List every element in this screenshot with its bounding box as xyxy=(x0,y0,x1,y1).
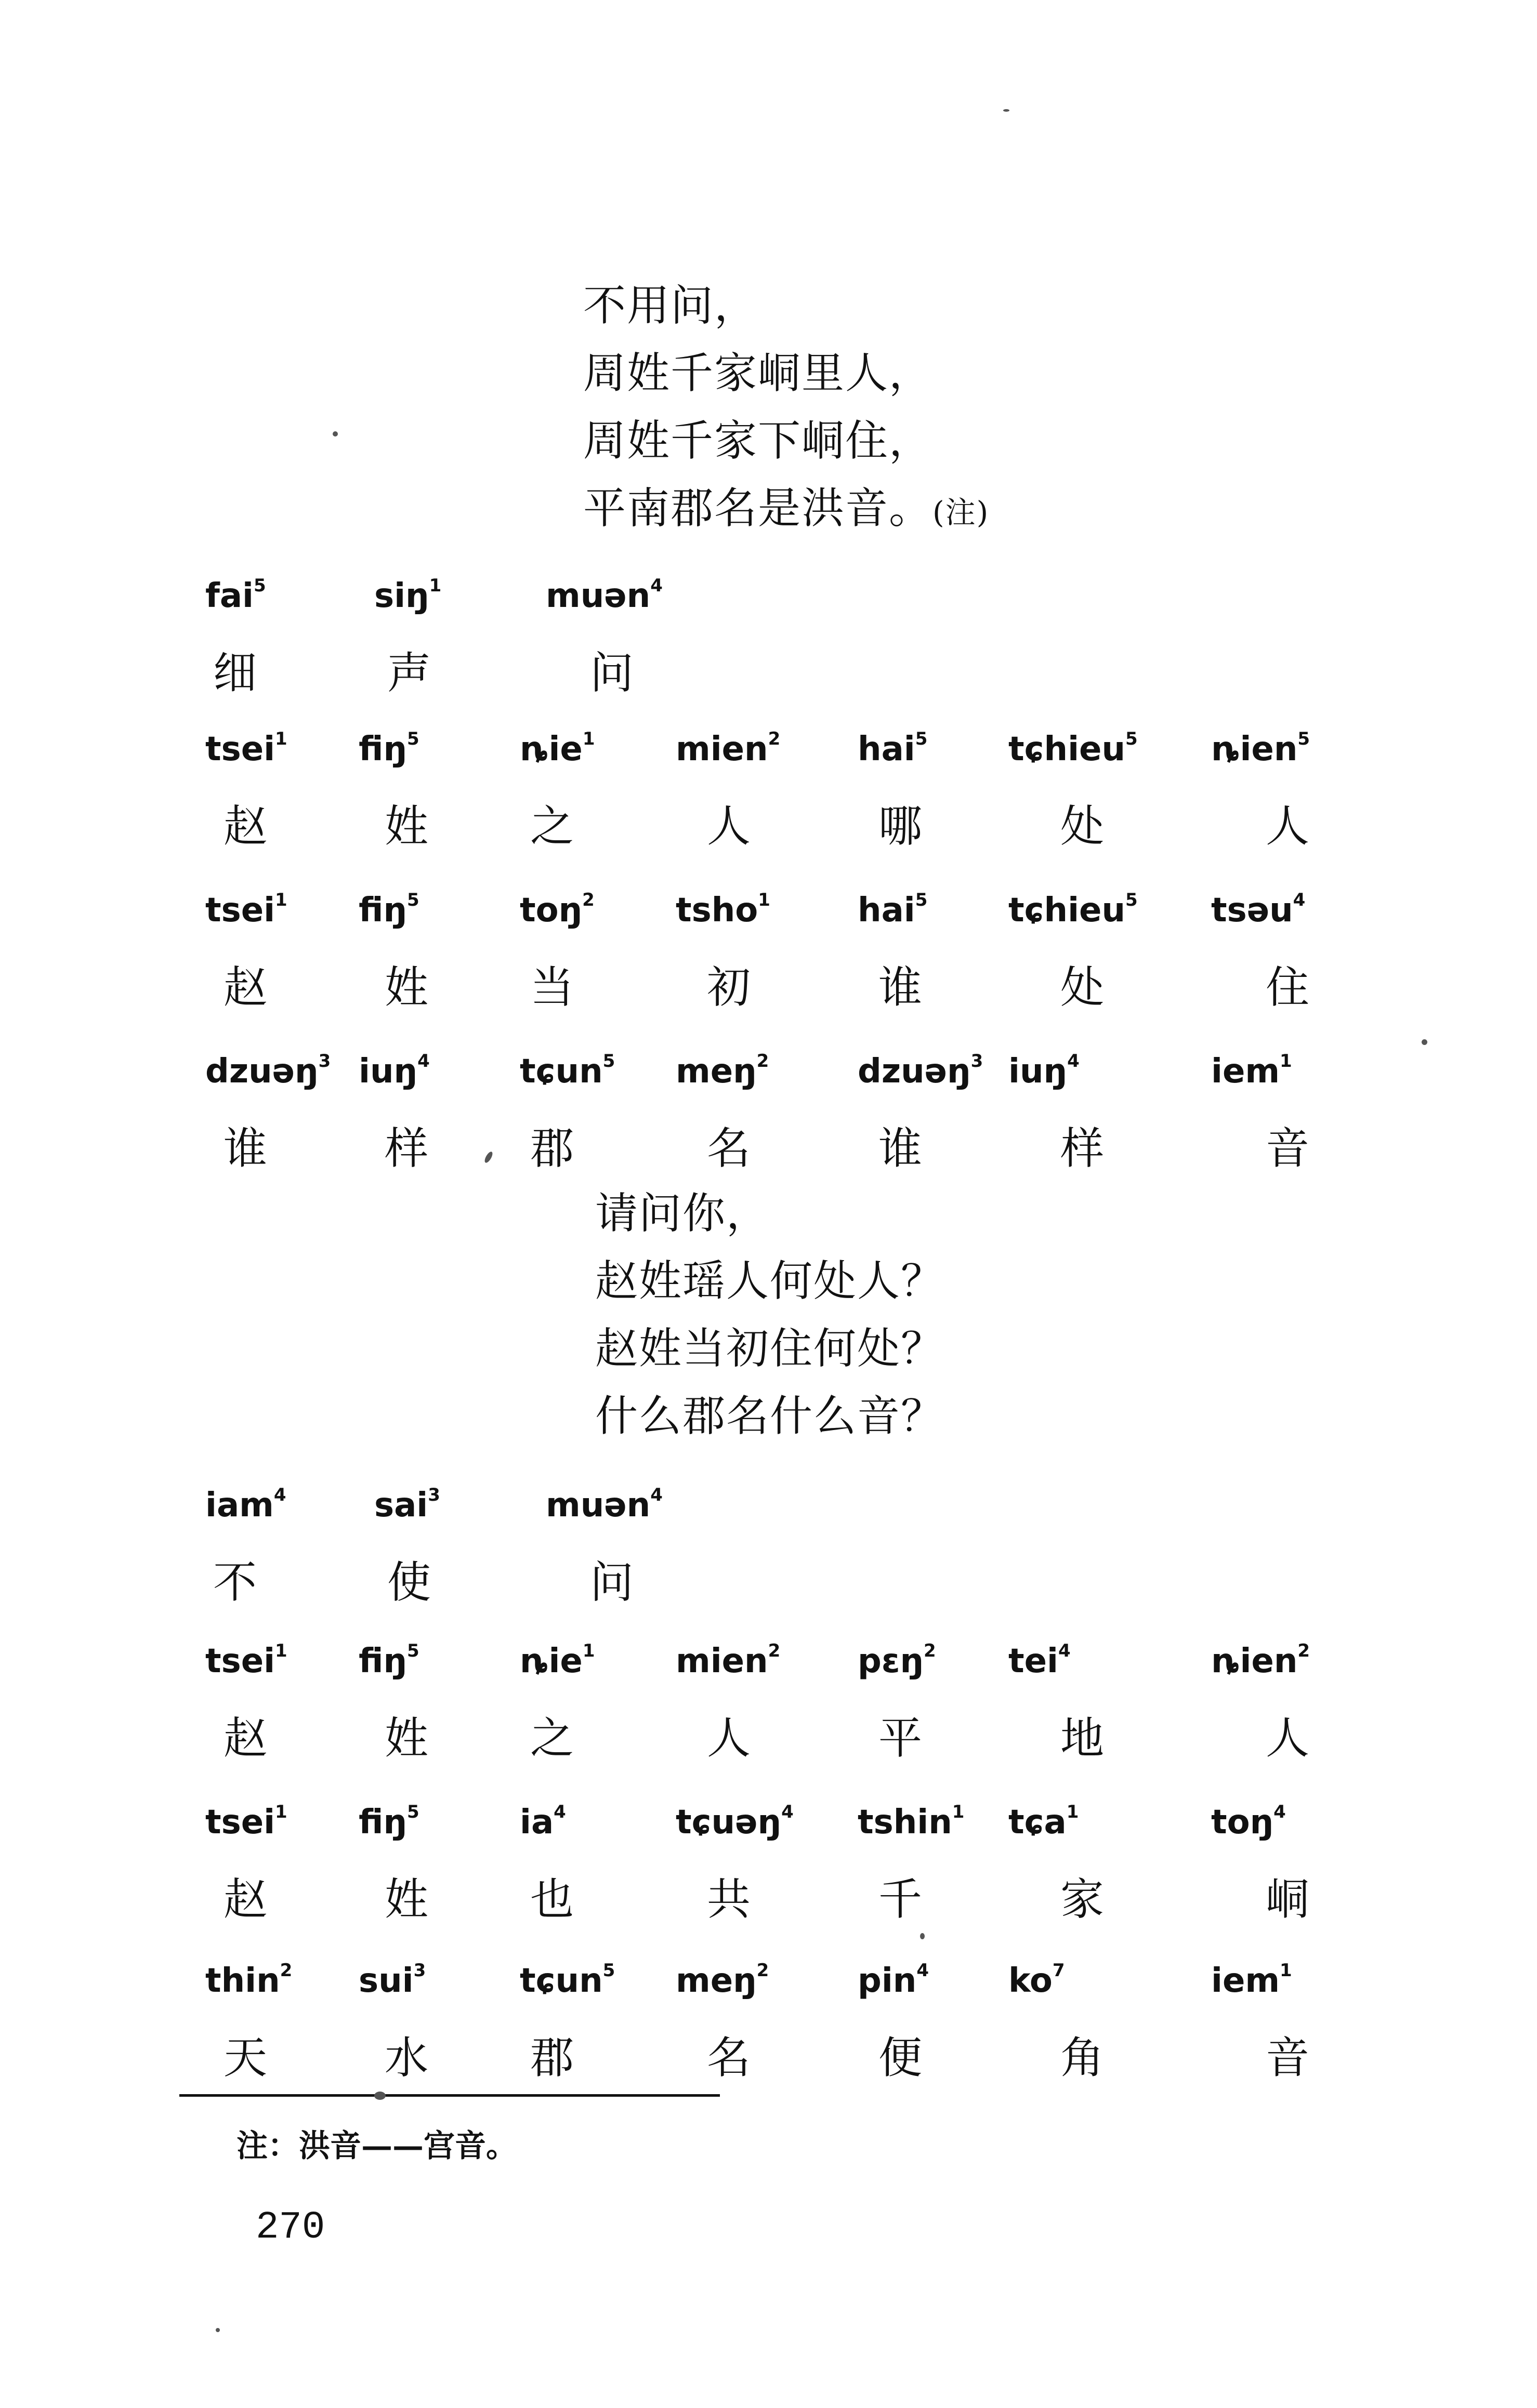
romanization-syllable xyxy=(205,729,287,769)
syllable-text: ȵie xyxy=(520,730,583,769)
syllable-text: tsei xyxy=(205,891,275,930)
romanization-syllable xyxy=(205,1485,286,1525)
tone-number: 5 xyxy=(915,890,928,910)
romanization-syllable xyxy=(676,1960,769,2000)
romanization-syllable xyxy=(205,575,266,615)
scan-speck xyxy=(333,431,338,436)
syllable-text: sui xyxy=(359,1962,414,2000)
syllable-text: tɕun xyxy=(520,1052,603,1091)
romanization-syllable xyxy=(858,1640,936,1681)
tone-number: 5 xyxy=(1125,729,1138,749)
syllable-text: fiŋ xyxy=(359,1803,407,1842)
romanization-syllable xyxy=(520,1051,615,1091)
tone-number: 7 xyxy=(1052,1960,1065,1981)
romanization-syllable xyxy=(858,729,928,769)
tone-number: 5 xyxy=(1125,890,1138,910)
hanzi-gloss: 之 xyxy=(530,801,574,852)
romanization-syllable xyxy=(359,1960,426,2000)
romanization-syllable xyxy=(359,890,419,930)
tone-number: 4 xyxy=(781,1802,794,1822)
romanization-syllable xyxy=(205,890,287,930)
tone-number: 5 xyxy=(407,1640,419,1661)
romanization-syllable xyxy=(1211,890,1306,930)
hanzi-gloss: 人 xyxy=(707,801,751,852)
romanization-syllable xyxy=(858,1960,929,2000)
romanization-syllable xyxy=(546,1485,663,1525)
tone-number: 1 xyxy=(275,890,287,910)
romanization-syllable xyxy=(676,890,770,930)
verse2-line-2: 赵姓瑶人何处人？ xyxy=(595,1256,945,1306)
hanzi-gloss: 姓 xyxy=(385,801,429,852)
tone-number: 1 xyxy=(952,1802,965,1822)
hanzi-gloss: 千 xyxy=(878,1874,923,1925)
scan-speck xyxy=(483,1150,494,1164)
hanzi-gloss: 人 xyxy=(1266,801,1310,852)
hanzi-gloss: 姓 xyxy=(385,962,429,1013)
syllable-text: tei xyxy=(1008,1642,1058,1681)
syllable-text: fiŋ xyxy=(359,730,407,769)
tone-number: 4 xyxy=(650,1485,663,1505)
syllable-text: tɕhieu xyxy=(1008,730,1125,769)
hanzi-gloss: 名 xyxy=(707,1123,751,1174)
romanization-syllable xyxy=(676,1640,781,1681)
hanzi-gloss: 家 xyxy=(1060,1874,1105,1925)
syllable-text: toŋ xyxy=(520,891,583,930)
hanzi-gloss: 问 xyxy=(590,1557,634,1608)
syllable-text: ȵie xyxy=(520,1642,583,1681)
tone-number: 5 xyxy=(253,575,266,596)
romanization-syllable xyxy=(374,1485,440,1525)
syllable-text: dzuəŋ xyxy=(205,1052,319,1091)
syllable-text: meŋ xyxy=(676,1052,757,1091)
tone-number: 2 xyxy=(582,890,595,910)
syllable-text: toŋ xyxy=(1211,1803,1274,1842)
hanzi-gloss: 不 xyxy=(213,1557,257,1608)
hanzi-gloss: 赵 xyxy=(224,801,268,852)
tone-number: 1 xyxy=(275,729,287,749)
hanzi-gloss: 问 xyxy=(590,647,634,698)
tone-number: 5 xyxy=(1297,729,1310,749)
romanization-syllable xyxy=(205,1960,293,2000)
tone-number: 4 xyxy=(916,1960,929,1981)
syllable-text: dzuəŋ xyxy=(858,1052,971,1091)
romanization-syllable xyxy=(1008,1802,1079,1842)
scan-speck xyxy=(374,2092,386,2100)
tone-number: 5 xyxy=(602,1051,615,1071)
syllable-text: tɕhieu xyxy=(1008,891,1125,930)
romanization-syllable xyxy=(374,575,442,615)
hanzi-gloss: 人 xyxy=(1266,1713,1310,1764)
hanzi-gloss: 姓 xyxy=(385,1713,429,1764)
verse1-line-4-text: 平南郡名是洪音。 xyxy=(583,484,933,533)
hanzi-gloss: 细 xyxy=(213,647,257,698)
hanzi-gloss: 处 xyxy=(1060,962,1105,1013)
tone-number: 2 xyxy=(756,1960,769,1981)
romanization-syllable xyxy=(1211,1802,1286,1842)
scan-speck xyxy=(216,2328,220,2332)
romanization-syllable xyxy=(1008,1960,1065,2000)
tone-number: 2 xyxy=(768,1640,781,1661)
syllable-text: hai xyxy=(858,891,915,930)
romanization-syllable xyxy=(546,575,663,615)
syllable-text: tsei xyxy=(205,730,275,769)
hanzi-gloss: 使 xyxy=(387,1557,431,1608)
syllable-text: tshin xyxy=(858,1803,952,1842)
scan-speck xyxy=(1003,109,1009,112)
syllable-text: mien xyxy=(676,1642,768,1681)
syllable-text: thin xyxy=(205,1962,280,2000)
romanization-syllable xyxy=(205,1802,287,1842)
verse1-line-1: 不用问， xyxy=(583,281,758,330)
syllable-text: pɛŋ xyxy=(858,1642,924,1681)
hanzi-gloss: 赵 xyxy=(224,1874,268,1925)
hanzi-gloss: 谁 xyxy=(878,962,923,1013)
tone-number: 3 xyxy=(413,1960,426,1981)
hanzi-gloss: 角 xyxy=(1060,2032,1105,2083)
hanzi-gloss: 赵 xyxy=(224,1713,268,1764)
tone-number: 1 xyxy=(582,729,595,749)
hanzi-gloss: 样 xyxy=(385,1123,429,1174)
syllable-text: tɕuəŋ xyxy=(676,1803,782,1842)
syllable-text: pin xyxy=(858,1962,917,2000)
hanzi-gloss: 声 xyxy=(387,647,431,698)
verse1-line-2: 周姓千家峒里人， xyxy=(583,349,933,398)
page-number: 270 xyxy=(256,2206,325,2250)
tone-number: 1 xyxy=(758,890,770,910)
tone-number: 1 xyxy=(429,575,442,596)
syllable-text: iem xyxy=(1211,1052,1280,1091)
tone-number: 4 xyxy=(1067,1051,1080,1071)
syllable-text: siŋ xyxy=(374,577,429,615)
syllable-text: tɕun xyxy=(520,1962,603,2000)
tone-number: 1 xyxy=(1066,1802,1079,1822)
tone-number: 4 xyxy=(1293,890,1306,910)
hanzi-gloss: 名 xyxy=(707,2032,751,2083)
romanization-syllable xyxy=(1008,1051,1080,1091)
romanization-syllable xyxy=(676,1051,769,1091)
romanization-syllable xyxy=(520,1960,615,2000)
romanization-syllable xyxy=(858,1051,983,1091)
scan-speck xyxy=(1422,1039,1427,1045)
romanization-syllable xyxy=(858,890,928,930)
romanization-syllable xyxy=(205,1640,287,1681)
tone-number: 2 xyxy=(768,729,781,749)
syllable-text: iem xyxy=(1211,1962,1280,2000)
syllable-text: iuŋ xyxy=(359,1052,418,1091)
hanzi-gloss: 便 xyxy=(878,2032,923,2083)
syllable-text: iam xyxy=(205,1486,274,1525)
tone-number: 4 xyxy=(554,1802,566,1822)
tone-number: 4 xyxy=(1058,1640,1071,1661)
hanzi-gloss: 当 xyxy=(530,962,574,1013)
verse1-line-3: 周姓千家下峒住， xyxy=(583,416,933,466)
hanzi-gloss: 哪 xyxy=(878,801,923,852)
verse2-line-4: 什么郡名什么音？ xyxy=(595,1392,945,1441)
hanzi-gloss: 也 xyxy=(530,1874,574,1925)
hanzi-gloss: 郡 xyxy=(530,2032,574,2083)
syllable-text: fai xyxy=(205,577,254,615)
romanization-syllable xyxy=(1008,1640,1071,1681)
hanzi-gloss: 样 xyxy=(1060,1123,1105,1174)
romanization-syllable xyxy=(1008,890,1138,930)
romanization-syllable xyxy=(676,729,781,769)
syllable-text: fiŋ xyxy=(359,1642,407,1681)
syllable-text: muən xyxy=(546,577,651,615)
tone-number: 4 xyxy=(273,1485,286,1505)
tone-number: 3 xyxy=(428,1485,440,1505)
romanization-syllable xyxy=(676,1802,794,1842)
hanzi-gloss: 人 xyxy=(707,1713,751,1764)
romanization-syllable xyxy=(359,1640,419,1681)
hanzi-gloss: 平 xyxy=(878,1713,923,1764)
tone-number: 4 xyxy=(1273,1802,1286,1822)
romanization-syllable xyxy=(359,1051,430,1091)
hanzi-gloss: 初 xyxy=(707,962,751,1013)
tone-number: 1 xyxy=(275,1640,287,1661)
tone-number: 1 xyxy=(582,1640,595,1661)
verse2-line-3: 赵姓当初住何处？ xyxy=(595,1324,945,1373)
romanization-syllable xyxy=(1211,729,1310,769)
romanization-syllable xyxy=(520,1640,595,1681)
scan-speck xyxy=(920,1933,925,1939)
hanzi-gloss: 音 xyxy=(1266,1123,1310,1174)
syllable-text: mien xyxy=(676,730,768,769)
romanization-syllable xyxy=(520,890,595,930)
hanzi-gloss: 谁 xyxy=(224,1123,268,1174)
hanzi-gloss: 住 xyxy=(1266,962,1310,1013)
tone-number: 1 xyxy=(1280,1051,1292,1071)
romanization-syllable xyxy=(858,1802,965,1842)
hanzi-gloss: 赵 xyxy=(224,962,268,1013)
syllable-text: ko xyxy=(1008,1962,1053,2000)
syllable-text: tsəu xyxy=(1211,891,1293,930)
syllable-text: iuŋ xyxy=(1008,1052,1068,1091)
tone-number: 1 xyxy=(275,1802,287,1822)
tone-number: 2 xyxy=(280,1960,293,1981)
syllable-text: muən xyxy=(546,1486,651,1525)
romanization-syllable xyxy=(520,729,595,769)
tone-number: 5 xyxy=(407,729,419,749)
footnote: 注：洪音——宫音。 xyxy=(237,2128,517,2164)
romanization-syllable xyxy=(359,729,419,769)
syllable-text: hai xyxy=(858,730,915,769)
hanzi-gloss: 地 xyxy=(1060,1713,1105,1764)
romanization-syllable xyxy=(359,1802,419,1842)
tone-number: 2 xyxy=(1297,1640,1310,1661)
note-marker: (注) xyxy=(932,495,990,530)
tone-number: 2 xyxy=(924,1640,936,1661)
tone-number: 5 xyxy=(602,1960,615,1981)
syllable-text: fiŋ xyxy=(359,891,407,930)
syllable-text: ȵien xyxy=(1211,730,1298,769)
romanization-syllable xyxy=(1211,1051,1292,1091)
tone-number: 3 xyxy=(318,1051,331,1071)
romanization-syllable xyxy=(520,1802,566,1842)
footnote-rule xyxy=(179,2094,720,2097)
hanzi-gloss: 谁 xyxy=(878,1123,923,1174)
syllable-text: ia xyxy=(520,1803,554,1842)
romanization-syllable xyxy=(1211,1640,1310,1681)
romanization-syllable xyxy=(1008,729,1138,769)
hanzi-gloss: 之 xyxy=(530,1713,574,1764)
hanzi-gloss: 共 xyxy=(707,1874,751,1925)
tone-number: 1 xyxy=(1280,1960,1292,1981)
syllable-text: meŋ xyxy=(676,1962,757,2000)
tone-number: 5 xyxy=(915,729,928,749)
romanization-syllable xyxy=(205,1051,331,1091)
verse1-line-4 xyxy=(583,484,990,533)
hanzi-gloss: 郡 xyxy=(530,1123,574,1174)
hanzi-gloss: 天 xyxy=(224,2032,268,2083)
syllable-text: sai xyxy=(374,1486,428,1525)
syllable-text: ȵien xyxy=(1211,1642,1298,1681)
syllable-text: tɕa xyxy=(1008,1803,1067,1842)
romanization-syllable xyxy=(1211,1960,1292,2000)
hanzi-gloss: 峒 xyxy=(1266,1874,1310,1925)
tone-number: 5 xyxy=(407,1802,419,1822)
tone-number: 5 xyxy=(407,890,419,910)
tone-number: 2 xyxy=(756,1051,769,1071)
tone-number: 3 xyxy=(970,1051,983,1071)
syllable-text: tsho xyxy=(676,891,758,930)
hanzi-gloss: 处 xyxy=(1060,801,1105,852)
hanzi-gloss: 姓 xyxy=(385,1874,429,1925)
tone-number: 4 xyxy=(650,575,663,596)
syllable-text: tsei xyxy=(205,1642,275,1681)
syllable-text: tsei xyxy=(205,1803,275,1842)
hanzi-gloss: 音 xyxy=(1266,2032,1310,2083)
tone-number: 4 xyxy=(417,1051,430,1071)
verse2-line-1: 请问你， xyxy=(595,1189,770,1238)
hanzi-gloss: 水 xyxy=(385,2032,429,2083)
